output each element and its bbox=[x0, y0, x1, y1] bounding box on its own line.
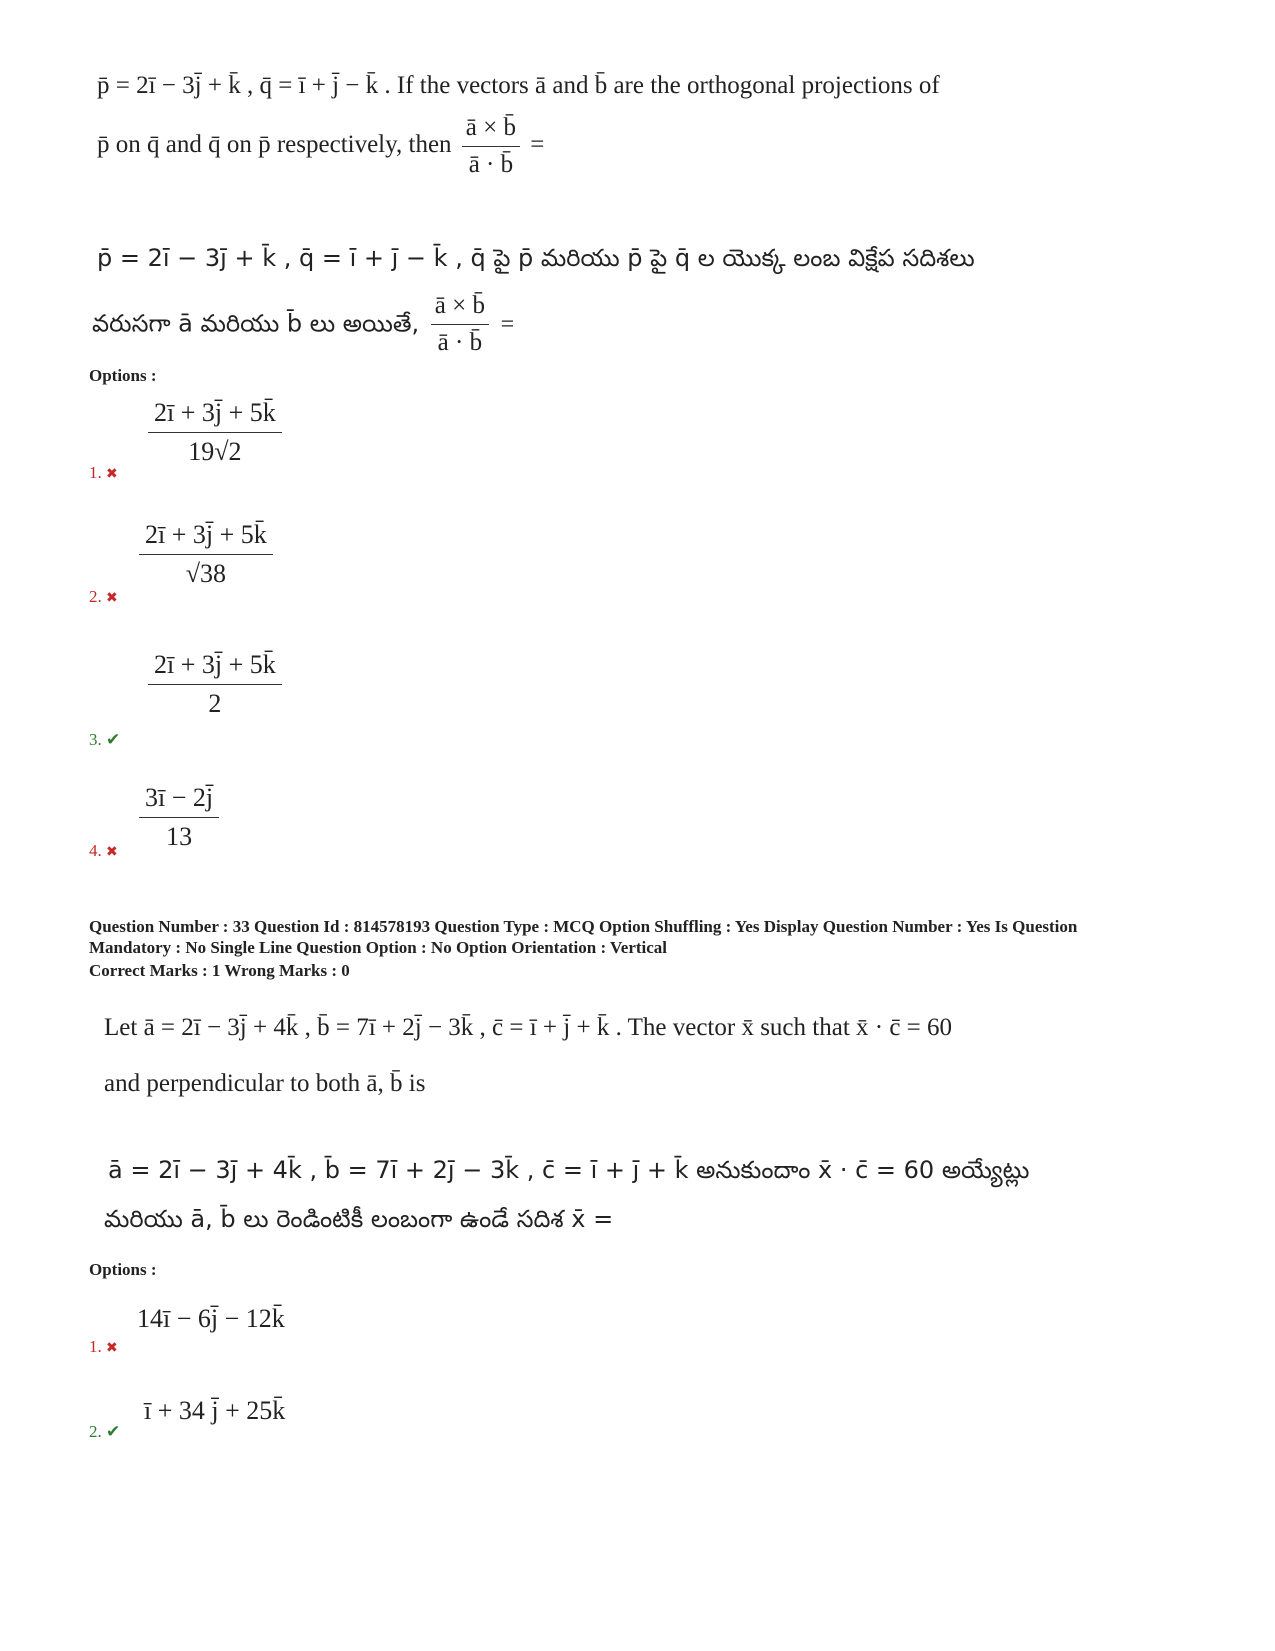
wrong-mark-icon: ✖ bbox=[106, 1341, 118, 1356]
q33-option-1-number: 1. bbox=[89, 1337, 102, 1356]
q32-option-2-number: 2. bbox=[89, 587, 102, 606]
q32-option-4-denominator: 13 bbox=[166, 822, 193, 851]
q32-telugu-line-2-text: వరుసగా ā మరియు b̄ లు అయితే, bbox=[92, 309, 420, 338]
q32-option-3-numerator: 2ī + 3j̄ + 5k̄ bbox=[148, 650, 282, 685]
q32-option-2-numerator: 2ī + 3j̄ + 5k̄ bbox=[139, 520, 273, 555]
q33-marks: Correct Marks : 1 Wrong Marks : 0 bbox=[89, 961, 350, 980]
q32-english-line-2 bbox=[97, 112, 544, 181]
q32-option-3-number: 3. bbox=[89, 730, 102, 749]
q33-metadata-line-2: Mandatory : No Single Line Question Option : No Option Orientation : Vertical bbox=[89, 938, 668, 957]
q32-equals: = bbox=[530, 131, 545, 159]
q33-english-line-2: and perpendicular to both ā, b̄ is bbox=[104, 1070, 426, 1097]
q32-option-3-denominator: 2 bbox=[208, 689, 222, 718]
q32-telugu-fraction bbox=[431, 290, 489, 359]
wrong-mark-icon: ✖ bbox=[106, 467, 118, 482]
q32-option-2[interactable] bbox=[89, 587, 118, 607]
q32-options-label: Options : bbox=[89, 366, 157, 385]
q32-telugu-line-1: p̄ = 2ī − 3j̄ + k̄ , q̄ = ī + j̄ − k̄ , q̄ పై p̄ మరియు p̄ పై q̄ ల యొక్క లంబ విక్షేప సదిశలు bbox=[97, 244, 975, 272]
q32-english-line-1: p̄ = 2ī − 3j̄ + k̄ , q̄ = ī + j̄ − k̄ . If the vectors ā and b̄ are the orthogonal projections of bbox=[97, 72, 940, 99]
q32-option-2-denominator: √38 bbox=[185, 559, 227, 588]
q32-option-1-numerator: 2ī + 3j̄ + 5k̄ bbox=[148, 398, 282, 433]
q32-option-4-numerator: 3ī − 2j̄ bbox=[139, 783, 219, 818]
q33-option-2-number: 2. bbox=[89, 1422, 102, 1441]
q33-option-1[interactable] bbox=[89, 1337, 118, 1357]
wrong-mark-icon: ✖ bbox=[106, 845, 118, 860]
q32-option-4-number: 4. bbox=[89, 841, 102, 860]
q32-option-3-expression[interactable] bbox=[148, 650, 282, 719]
q33-telugu-line-2: మరియు ā, b̄ లు రెండింటికీ లంబంగా ఉండే సదిశ x̄ = bbox=[104, 1205, 614, 1233]
q32-english-line-2-text: p̄ on q̄ and q̄ on p̄ respectively, then bbox=[97, 131, 452, 159]
q32-option-3[interactable] bbox=[89, 730, 120, 750]
correct-check-icon: ✔ bbox=[106, 730, 121, 749]
q32-telugu-equals: = bbox=[500, 311, 515, 338]
q32-option-1-number: 1. bbox=[89, 463, 102, 482]
q32-telugu-line-2 bbox=[92, 290, 514, 359]
correct-check-icon: ✔ bbox=[106, 1422, 121, 1441]
q32-telugu-fraction-numerator: ā × b̄ bbox=[431, 290, 489, 325]
q33-options-label: Options : bbox=[89, 1260, 157, 1279]
q32-option-2-expression[interactable] bbox=[139, 520, 273, 589]
wrong-mark-icon: ✖ bbox=[106, 591, 118, 606]
q32-fraction-numerator: ā × b̄ bbox=[462, 112, 520, 147]
q32-option-4-expression[interactable] bbox=[139, 783, 219, 852]
q33-option-1-expression[interactable]: 14ī − 6j̄ − 12k̄ bbox=[137, 1304, 285, 1333]
q32-option-4[interactable] bbox=[89, 841, 118, 861]
q32-option-1-denominator: 19√2 bbox=[188, 437, 242, 466]
q33-metadata bbox=[89, 916, 1189, 958]
q32-telugu-fraction-denominator: ā · b̄ bbox=[437, 329, 483, 356]
q33-telugu-line-1: ā = 2ī − 3j̄ + 4k̄ , b̄ = 7ī + 2j̄ − 3k̄ , c̄ = ī + j̄ + k̄ అనుకుందాం x̄ · c̄ = 60 అయ్యేట్లు bbox=[108, 1156, 1030, 1184]
q33-option-2[interactable] bbox=[89, 1422, 120, 1442]
q33-metadata-line-1: Question Number : 33 Question Id : 814578193 Question Type : MCQ Option Shuffling : Yes Display Question Number : Yes Is Question bbox=[89, 917, 1078, 936]
q32-option-1-expression[interactable] bbox=[148, 398, 282, 467]
q32-fraction bbox=[462, 112, 520, 181]
q33-option-2-expression[interactable]: ī + 34 j̄ + 25k̄ bbox=[144, 1396, 286, 1425]
q33-english-line-1: Let ā = 2ī − 3j̄ + 4k̄ , b̄ = 7ī + 2j̄ − 3k̄ , c̄ = ī + j̄ + k̄ . The vector x̄ such that x̄ · c̄ = 60 bbox=[104, 1014, 953, 1041]
q32-option-1[interactable] bbox=[89, 463, 118, 483]
q32-fraction-denominator: ā · b̄ bbox=[468, 151, 514, 178]
